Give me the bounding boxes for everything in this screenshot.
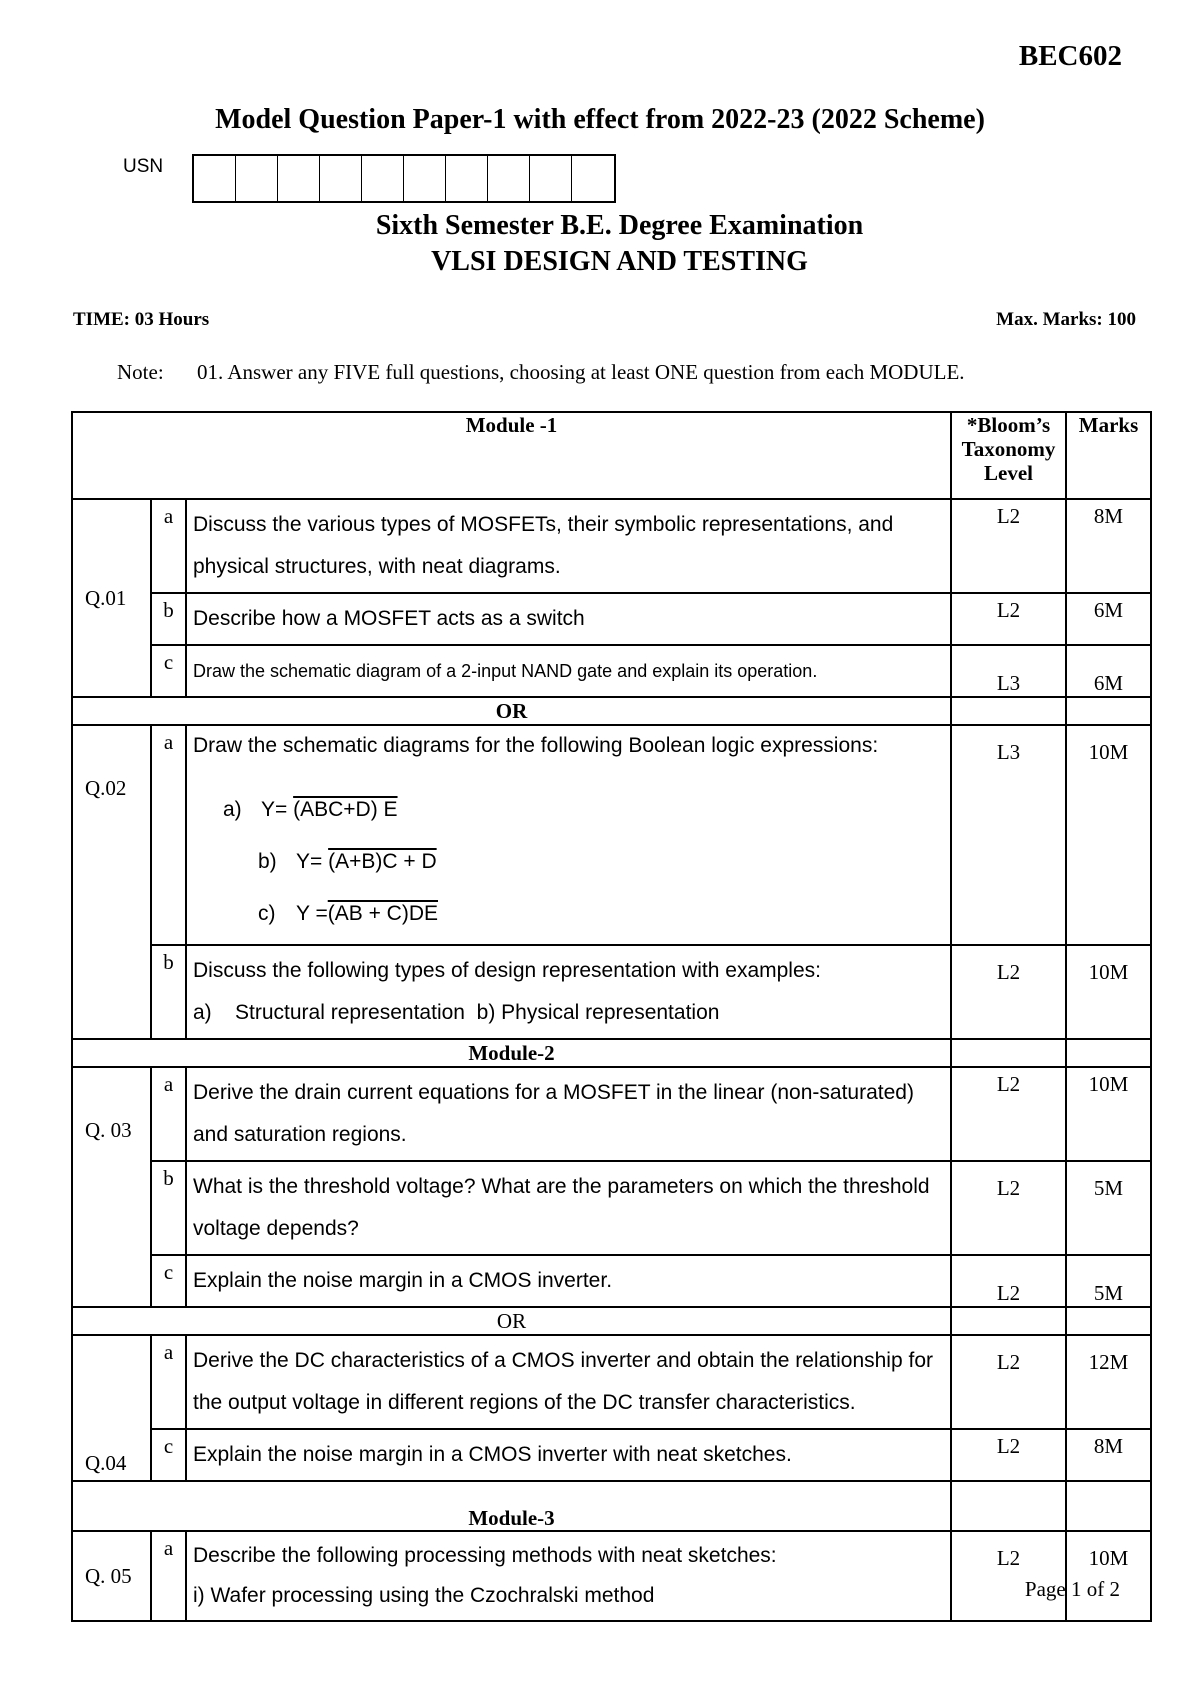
- expr-overbar: (A+B)C + D: [328, 850, 437, 873]
- usn-cell: [278, 156, 320, 201]
- sub-label: a: [151, 1335, 186, 1429]
- module-row: [72, 1481, 1151, 1531]
- question-detail: i) Wafer processing using the Czochralski method: [193, 1584, 655, 1607]
- usn-boxes: [192, 154, 616, 203]
- table-row: [72, 1335, 1151, 1429]
- or-label: OR: [72, 1307, 951, 1335]
- bloom-level: L2: [951, 1161, 1066, 1255]
- question-number: Q. 03: [72, 1067, 151, 1307]
- marks-value: 8M: [1066, 1429, 1151, 1481]
- table-row: [72, 725, 1151, 945]
- bloom-level: L2: [951, 499, 1066, 593]
- expr-label: c): [258, 902, 276, 925]
- table-row: [72, 645, 1151, 697]
- bloom-header: *Bloom’s Taxonomy Level: [951, 412, 1066, 499]
- sub-label: c: [151, 1429, 186, 1481]
- expr-lhs: Y=: [261, 798, 294, 821]
- question-text: Explain the noise margin in a CMOS inverter.: [186, 1255, 951, 1307]
- marks-value: 5M: [1066, 1161, 1151, 1255]
- or-row: [72, 697, 1151, 725]
- max-marks-label: Max. Marks: 100: [996, 309, 1136, 330]
- expr-lhs: Y=: [296, 850, 329, 873]
- table-row: [72, 1531, 1151, 1621]
- usn-label: USN: [123, 156, 164, 177]
- question-text: Derive the DC characteristics of a CMOS inverter and obtain the relationship for the output voltage in different regions of the DC transfer characteristics.: [186, 1335, 951, 1429]
- usn-cell: [320, 156, 362, 201]
- question-detail: a) Structural representation b) Physical representation: [193, 1001, 720, 1024]
- boolean-expression: [193, 784, 946, 836]
- sub-label: a: [151, 1067, 186, 1161]
- page-number: Page 1 of 2: [1024, 1577, 1120, 1601]
- boolean-expression: [193, 888, 946, 940]
- question-text: Describe how a MOSFET acts as a switch: [186, 593, 951, 645]
- question-text: [186, 945, 951, 1039]
- sub-label: a: [151, 725, 186, 945]
- question-text: What is the threshold voltage? What are the parameters on which the threshold voltage depends?: [186, 1161, 951, 1255]
- bloom-level: L2: [951, 1335, 1066, 1429]
- note-label: Note:: [117, 360, 164, 384]
- bloom-level: L2: [951, 945, 1066, 1039]
- course-code: BEC602: [1018, 40, 1122, 72]
- table-row: [72, 1067, 1151, 1161]
- note-text: 01. Answer any FIVE full questions, choosing at least ONE question from each MODULE.: [197, 360, 965, 384]
- sub-label: a: [151, 1531, 186, 1621]
- table-header-row: [72, 412, 1151, 499]
- module-2-heading: Module-2: [72, 1039, 951, 1067]
- usn-cell: [362, 156, 404, 201]
- marks-value: 6M: [1066, 593, 1151, 645]
- question-table: [71, 411, 1152, 1622]
- expr-label: a): [223, 798, 242, 821]
- usn-cell: [488, 156, 530, 201]
- semester-heading: Sixth Semester B.E. Degree Examination: [375, 210, 864, 241]
- question-number: Q.01: [72, 499, 151, 697]
- usn-cell: [530, 156, 572, 201]
- question-text: Derive the drain current equations for a MOSFET in the linear (non-saturated) and saturation regions.: [186, 1067, 951, 1161]
- bloom-level: L3: [951, 645, 1066, 697]
- marks-header: Marks: [1066, 412, 1151, 499]
- module-1-heading: Module -1: [72, 412, 951, 499]
- marks-value: 5M: [1066, 1255, 1151, 1307]
- question-text: Discuss the various types of MOSFETs, their symbolic representations, and physical structures, with neat diagrams.: [186, 499, 951, 593]
- question-text: [186, 725, 951, 945]
- usn-cell: [236, 156, 278, 201]
- sub-label: b: [151, 593, 186, 645]
- module-3-heading: Module-3: [72, 1481, 951, 1531]
- expr-lhs: Y =: [296, 902, 328, 925]
- module-row: [72, 1039, 1151, 1067]
- question-text: Explain the noise margin in a CMOS inverter with neat sketches.: [186, 1429, 951, 1481]
- usn-cell: [572, 156, 614, 201]
- sub-label: b: [151, 945, 186, 1039]
- expr-label: b): [258, 850, 277, 873]
- table-row: [72, 945, 1151, 1039]
- question-number: Q.02: [72, 725, 151, 1039]
- usn-cell: [404, 156, 446, 201]
- sub-label: b: [151, 1161, 186, 1255]
- question-number: Q. 05: [72, 1531, 151, 1621]
- time-label: TIME: 03 Hours: [73, 309, 210, 330]
- marks-value: 10M: [1066, 945, 1151, 1039]
- table-row: [72, 593, 1151, 645]
- question-stem: Discuss the following types of design representation with examples:: [193, 959, 821, 982]
- or-row: [72, 1307, 1151, 1335]
- expr-overbar: (AB + C)DE: [327, 902, 439, 925]
- bloom-level: L2: [951, 593, 1066, 645]
- marks-value: 10M: [1066, 1067, 1151, 1161]
- marks-value: 6M: [1066, 645, 1151, 697]
- marks-value: 10M: [1066, 1531, 1151, 1621]
- boolean-expression: [193, 836, 946, 888]
- marks-value: 12M: [1066, 1335, 1151, 1429]
- paper-title: Model Question Paper-1 with effect from 2022-23 (2022 Scheme): [215, 104, 985, 135]
- expr-overbar: (ABC+D) E: [293, 798, 398, 821]
- bloom-level: L3: [951, 725, 1066, 945]
- bloom-level: L2: [951, 1531, 1066, 1621]
- question-stem: Draw the schematic diagrams for the following Boolean logic expressions:: [193, 734, 879, 757]
- question-number: Q.04: [72, 1335, 151, 1481]
- question-text: Draw the schematic diagram of a 2-input NAND gate and explain its operation.: [186, 645, 951, 697]
- question-text: [186, 1531, 951, 1621]
- or-label: OR: [72, 697, 951, 725]
- bloom-level: L2: [951, 1067, 1066, 1161]
- bloom-level: L2: [951, 1255, 1066, 1307]
- bloom-level: L2: [951, 1429, 1066, 1481]
- subject-heading: VLSI DESIGN AND TESTING: [431, 246, 808, 277]
- sub-label: c: [151, 1255, 186, 1307]
- table-row: [72, 499, 1151, 593]
- marks-value: 10M: [1066, 725, 1151, 945]
- question-stem: Describe the following processing methods with neat sketches:: [193, 1544, 777, 1567]
- usn-cell: [446, 156, 488, 201]
- marks-value: 8M: [1066, 499, 1151, 593]
- sub-label: c: [151, 645, 186, 697]
- table-row: [72, 1255, 1151, 1307]
- usn-cell: [194, 156, 236, 201]
- table-row: [72, 1161, 1151, 1255]
- table-row: [72, 1429, 1151, 1481]
- sub-label: a: [151, 499, 186, 593]
